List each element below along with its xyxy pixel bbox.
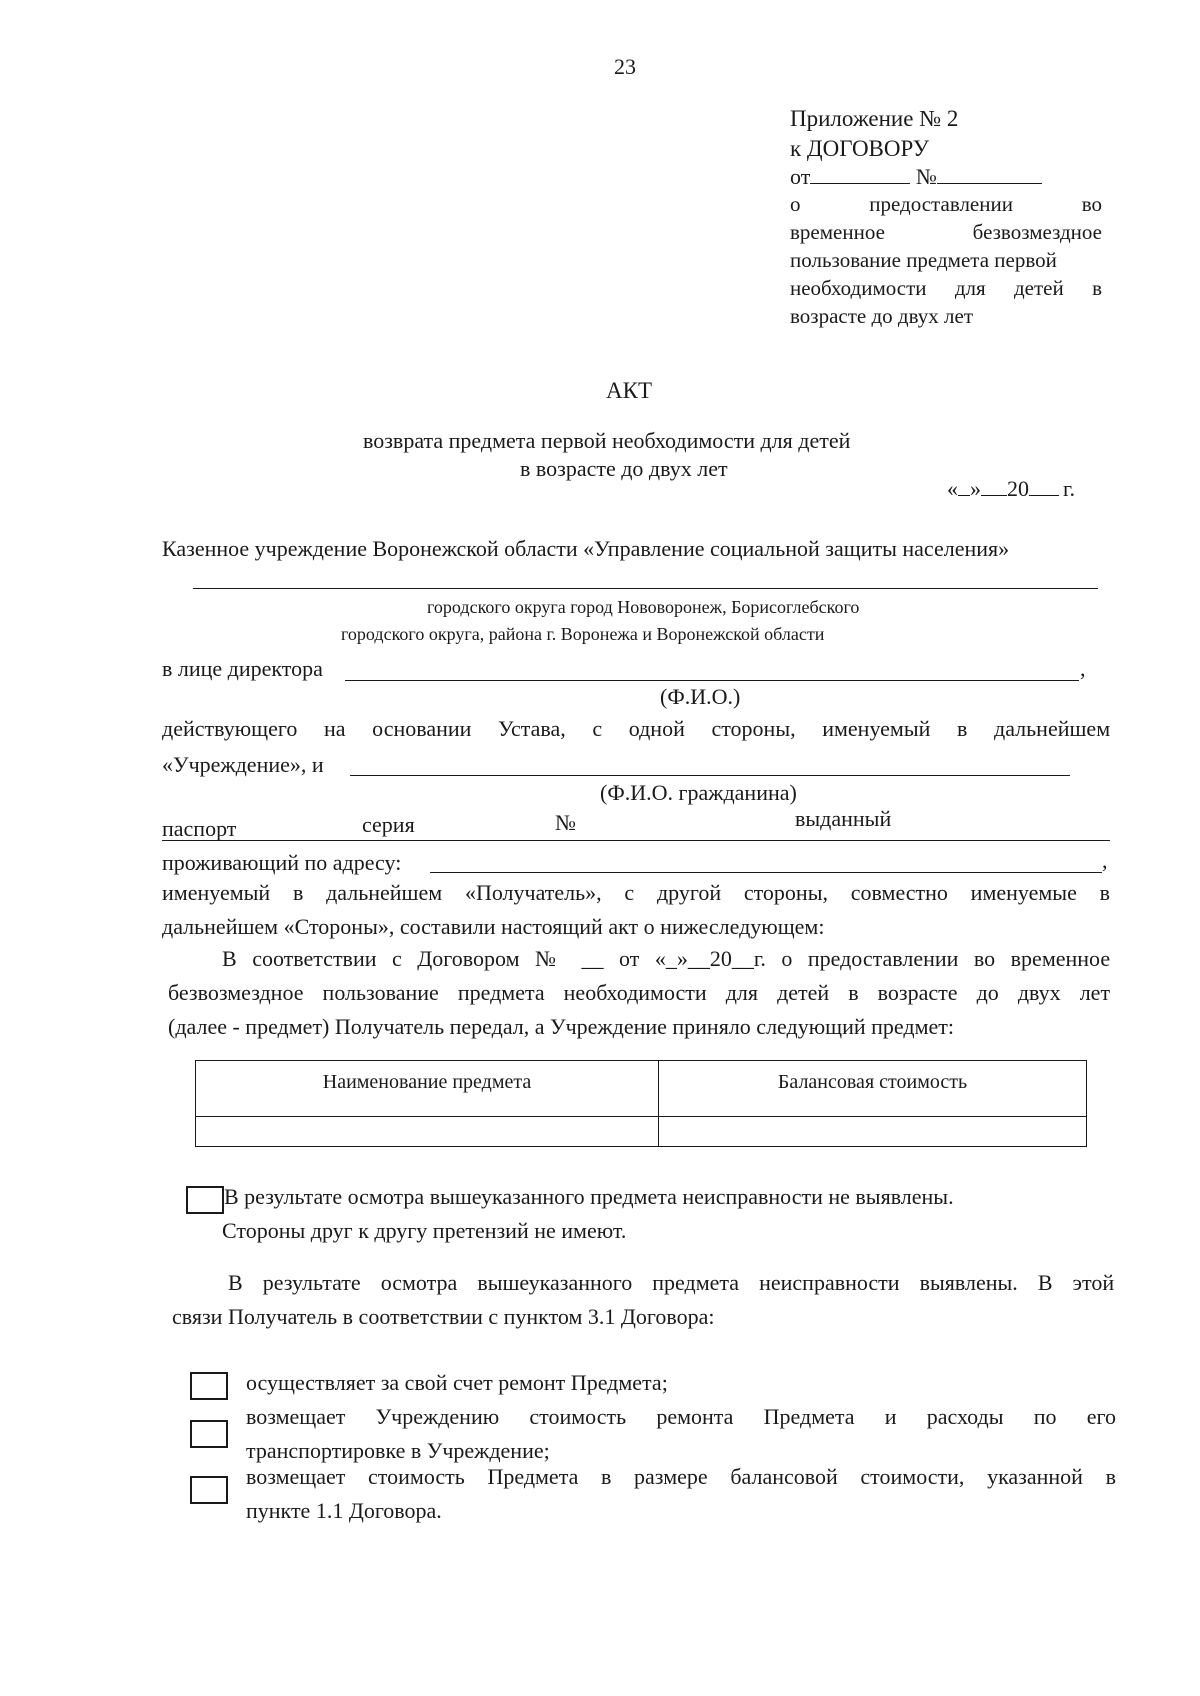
no-defects-line2: Стороны друг к другу претензий не имеют.	[222, 1218, 627, 1243]
recipient-line1: именуемый в дальнейшем «Получатель», с другой стороны, совместно именуемые в	[162, 880, 1110, 905]
document-subtitle-line1: возврата предмета первой необходимости для детей	[363, 428, 851, 453]
citizen-caption: (Ф.И.О. гражданина)	[600, 780, 797, 805]
address-comma: ,	[1102, 848, 1108, 873]
accordance-line2: безвозмездное пользование предмета необходимости для детей в возрасте до двух лет	[168, 980, 1111, 1005]
option-compensate-value-line1: возмещает стоимость Предмета в размере балансовой стоимости, указанной в	[246, 1464, 1117, 1489]
table-cell-value	[659, 1117, 1087, 1147]
address-blank	[430, 872, 1102, 873]
appendix-number-blank	[937, 165, 1042, 184]
table-cell-name	[196, 1117, 659, 1147]
appendix-desc-line3: пользование предмета первой	[790, 248, 1057, 272]
act-date: « » 20 г.	[947, 476, 1076, 501]
appendix-desc-line4: необходимости для детей в	[790, 276, 1102, 300]
passport-underline	[162, 840, 1110, 841]
document-title: АКТ	[606, 378, 652, 403]
institution-note-line1: городского округа город Нововоронеж, Борисоглебского	[427, 597, 860, 617]
option-compensate-repair-checkbox[interactable]	[190, 1420, 228, 1448]
table-header-row	[196, 1061, 1087, 1117]
acting-line2-label: «Учреждение», и	[162, 752, 324, 777]
appendix-desc-line5: возрасте до двух лет	[790, 304, 974, 328]
option-compensate-repair-line2: транспортировке в Учреждение;	[246, 1438, 550, 1463]
no-defects-checkbox[interactable]	[186, 1186, 224, 1214]
no-defects-line1: В результате осмотра вышеуказанного предмета неисправности не выявлены.	[224, 1184, 954, 1209]
passport-issued: выданный	[795, 806, 892, 831]
appendix-contract: к ДОГОВОРУ	[790, 136, 930, 161]
institution-name: Казенное учреждение Воронежской области «Управление социальной защиты населения»	[162, 536, 1010, 561]
citizen-name-blank	[350, 775, 1070, 776]
director-label: в лице директора	[162, 656, 323, 681]
accordance-line1: В соответствии с Договором № __ от «_»__20__г. о предоставлении во временное	[222, 946, 1111, 971]
passport-number: №	[555, 810, 576, 835]
institution-underline	[193, 588, 1098, 589]
passport-label: паспорт	[162, 816, 237, 841]
defects-line2: связи Получатель в соответствии с пунктом 3.1 Договора:	[172, 1304, 715, 1329]
appendix-date-number	[790, 164, 1042, 190]
accordance-line3: (далее - предмет) Получатель передал, а Учреждение приняло следующий предмет:	[168, 1014, 954, 1039]
table-header-name: Наименование предмета	[196, 1061, 659, 1117]
option-compensate-value-checkbox[interactable]	[190, 1476, 228, 1504]
table-header-value: Балансовая стоимость	[659, 1061, 1087, 1117]
director-caption: (Ф.И.О.)	[660, 684, 741, 709]
page-number: 23	[614, 54, 636, 79]
passport-series: серия	[362, 812, 415, 837]
institution-note-line2: городского округа, района г. Воронежа и Воронежской области	[341, 624, 825, 644]
director-comma: ,	[1080, 656, 1086, 681]
appendix-date-blank	[810, 165, 910, 184]
option-repair-checkbox[interactable]	[190, 1372, 228, 1400]
address-label: проживающий по адресу:	[162, 850, 402, 875]
option-compensate-value-line2: пункте 1.1 Договора.	[246, 1498, 442, 1523]
option-repair-text: осуществляет за свой счет ремонт Предмета;	[246, 1370, 668, 1395]
option-compensate-repair-line1: возмещает Учреждению стоимость ремонта Предмета и расходы по его	[246, 1404, 1116, 1429]
appendix-desc-line1: о предоставлении во	[790, 192, 1102, 216]
items-table	[195, 1060, 1087, 1147]
table-row	[196, 1117, 1087, 1147]
director-name-blank	[345, 680, 1079, 681]
document-subtitle-line2: в возрасте до двух лет	[520, 456, 728, 481]
recipient-line2: дальнейшем «Стороны», составили настоящий акт о нижеследующем:	[162, 914, 825, 939]
appendix-title: Приложение № 2	[790, 106, 959, 131]
appendix-ot-label: от	[790, 164, 811, 189]
appendix-num-label: №	[915, 164, 937, 189]
appendix-desc-line2: временное безвозмездное	[790, 220, 1102, 244]
acting-line1: действующего на основании Устава, с одной стороны, именуемый в дальнейшем	[162, 716, 1111, 741]
defects-line1: В результате осмотра вышеуказанного предмета неисправности выявлены. В этой	[228, 1270, 1115, 1295]
